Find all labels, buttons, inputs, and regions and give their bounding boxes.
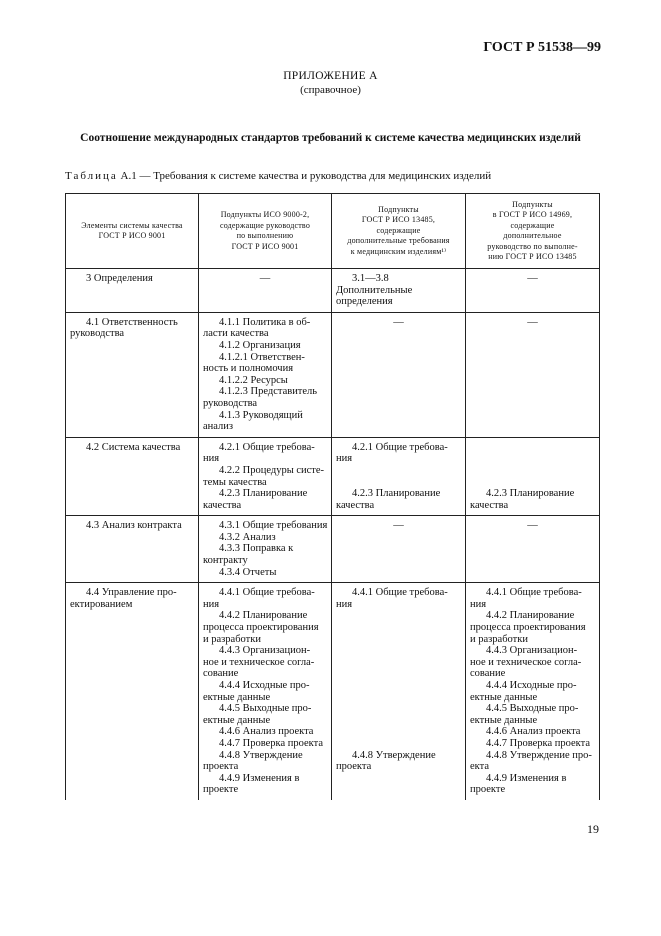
table-cell [199,312,332,437]
cell-line: 4.3.2 Анализ [219,531,276,543]
cell-line: 4.2 Система качества [86,441,181,453]
cell-line: проекте [203,784,239,796]
table-cell: — [466,312,600,437]
cell-line: 4.4.6 Анализ проекта [486,726,581,738]
table-cell: — [332,312,466,437]
main-title: Соотношение международных стандартов требований к системе качества медицинских изделий [80,132,581,144]
cell-line [336,692,461,704]
cell-line: 4.4.3 Организацион- [486,645,578,657]
cell-line [336,622,461,634]
header-line: по выполнению [236,231,294,240]
cell-line: ектные данные [203,691,271,703]
table-row [66,437,600,516]
requirements-table [65,193,600,800]
cell-line: 4.4.7 Проверка проекта [486,737,590,749]
cell-line [470,442,595,454]
appendix-subtitle: (справочное) [300,84,361,96]
column-header [199,194,332,269]
header-line: дополнительные требования [347,236,450,246]
cell-line: процесса проектирования [470,622,586,634]
cell-line: Дополнительные [336,284,413,296]
cell-line: 4.1.1 Политика в об- [219,316,311,328]
table-cell [66,516,199,583]
header-line: дополнительное [503,231,562,240]
page-number: 19 [587,822,599,836]
cell-line: ектированием [70,598,133,610]
table-cell [332,269,466,313]
cell-line: 4.2.2 Процедуры систе- [219,464,325,476]
cell-line: 4.4.4 Исходные про- [219,680,310,691]
cell-line: сование [470,668,506,680]
cell-line: 4.3.1 Общие требования [219,520,328,532]
header-line: ГОСТ Р ИСО 9001 [98,231,166,240]
cell-line: 4.2.1 Общие требова- [219,441,315,453]
cell-line: 4.3 Анализ контракта [86,520,182,532]
cell-line: ность и полномочия [203,363,294,375]
cell-line: определения [336,296,393,308]
cell-line: ласти качества [203,328,269,340]
table-cell: — [332,516,466,583]
table-cell: — [199,269,332,313]
cell-line: 4.4.8 Утверждение про- [486,749,592,761]
cell-line: 4.4.4 Исходные про- [486,680,577,691]
cell-line: ное и техническое согла- [203,656,315,668]
cell-line: 4.4.1 Общие требова- [352,587,448,599]
cell-line: 4.1 Ответственность [86,316,178,328]
column-header [66,194,199,269]
caption-label: Таблица [65,170,118,182]
caption-text: — Требования к системе качества и руководства для медицинских изделий [136,170,492,182]
cell-line: контракту [203,555,248,567]
header-line: Подпункты [378,204,419,214]
table-row [66,312,600,437]
table-cell [199,437,332,516]
cell-line: 4.1.2 Организация [219,339,301,351]
standard-header: ГОСТ Р 51538—99 [483,40,601,55]
cell-line: ное и техническое согла- [470,656,582,668]
cell-line: 4.4.3 Организацион- [219,645,311,657]
cell-line: 4.1.2.3 Представитель [219,386,318,398]
cell-line: 4.4.5 Выходные про- [219,703,312,715]
cell-line [336,668,461,680]
header-line: Элементы системы качества [81,220,183,230]
cell-line [336,715,461,727]
cell-line: 4.4.1 Общие требова- [219,587,315,599]
header-line: нию ГОСТ Р ИСО 13485 [488,252,577,261]
header-line: Подпункты [512,199,553,209]
cell-line: темы качества [203,476,267,488]
cell-line: 4.4.8 Утверждение [352,749,436,761]
table-cell [466,437,600,516]
cell-line: процесса проектирования [203,622,319,634]
cell-line [470,465,595,477]
cell-line: проекте [470,784,506,796]
cell-line [336,634,461,646]
table-cell: — [466,269,600,313]
header-line: руководство по выполне- [487,241,578,251]
cell-line: и разработки [203,633,261,645]
cell-line: 4.3.4 Отчеты [219,566,277,578]
column-header [332,194,466,269]
table-cell [66,269,199,313]
cell-line [336,726,461,738]
header-line: содержащие [510,220,555,230]
table-cell [332,437,466,516]
cell-line: 4.4.2 Планирование [219,610,308,622]
cell-line: 4.4 Управление про- [86,587,177,599]
table-row [66,583,600,800]
table-cell [466,583,600,800]
cell-line: ния [336,453,353,465]
cell-line [336,680,461,692]
table-cell [66,312,199,437]
cell-line: проекта [336,761,372,773]
cell-line: ния [336,598,353,610]
cell-line: 4.4.5 Выходные про- [486,703,579,715]
cell-line [336,645,461,657]
table-header-row [66,194,600,269]
cell-line: 4.1.2.1 Ответствен- [219,351,305,363]
table-cell [66,437,199,516]
cell-line: ектные данные [203,714,271,726]
cell-line: 4.4.2 Планирование [486,610,575,622]
cell-line: 4.2.3 Планирование [219,488,308,500]
table-row [66,269,600,313]
column-header [466,194,600,269]
table-cell: — [466,516,600,583]
cell-line: ектные данные [470,714,538,726]
caption-number: А.1 [120,170,137,182]
header-line: Подпункты ИСО 9000-2, [220,210,310,219]
cell-line: 4.3.3 Поправка к [219,543,294,555]
table-caption [65,170,491,182]
cell-line: проекта [203,761,239,773]
table-row [66,516,600,583]
header-line: содержащие [376,225,421,235]
header-line: к медицинским изделиям¹⁾ [350,246,447,256]
cell-line: качества [470,499,509,511]
header-line: в ГОСТ Р ИСО 14969, [492,210,573,219]
cell-line: качества [336,499,375,511]
table-cell [66,583,199,800]
table-cell [332,583,466,800]
cell-line: руководства [70,328,125,340]
cell-line [470,477,595,489]
header-line: ГОСТ Р ИСО 9001 [231,241,299,251]
cell-line: 4.4.9 Изменения в [219,772,300,784]
cell-line: 4.4.8 Утверждение [219,749,303,761]
cell-line: руководства [203,397,258,409]
cell-line: ния [470,598,487,610]
cell-line: анализ [203,421,234,433]
cell-line [336,738,461,750]
header-line: содержащие руководство [219,220,311,230]
cell-line: 4.1.2.2 Ресурсы [219,374,288,386]
cell-line: 4.4.6 Анализ проекта [219,726,314,738]
cell-line: 3 Определения [86,273,153,284]
cell-line: качества [203,499,242,511]
table-cell [199,516,332,583]
cell-line: 4.2.1 Общие требова- [352,441,448,453]
cell-line: 4.4.9 Изменения в [486,772,567,784]
cell-line: ния [203,453,220,465]
cell-line: ектные данные [470,691,538,703]
cell-line: 3.1—3.8 [352,273,389,284]
cell-line: 4.2.3 Планирование [486,488,575,500]
table-cell [199,583,332,800]
cell-line: екта [470,761,490,773]
appendix-title: ПРИЛОЖЕНИЕ А [283,70,378,82]
cell-line: 4.2.3 Планирование [352,488,441,500]
cell-line [336,610,461,622]
cell-line: и разработки [470,633,528,645]
cell-line: ния [203,598,220,610]
cell-line: 4.1.3 Руководящий [219,409,303,421]
cell-line [336,703,461,715]
cell-line: 4.4.1 Общие требова- [486,587,582,599]
header-line: ГОСТ Р ИСО 13485, [361,215,436,225]
cell-line [470,453,595,465]
cell-line [336,465,461,477]
cell-line [336,477,461,489]
cell-line: 4.4.7 Проверка проекта [219,737,323,749]
cell-line: сование [203,668,239,680]
cell-line [336,657,461,669]
